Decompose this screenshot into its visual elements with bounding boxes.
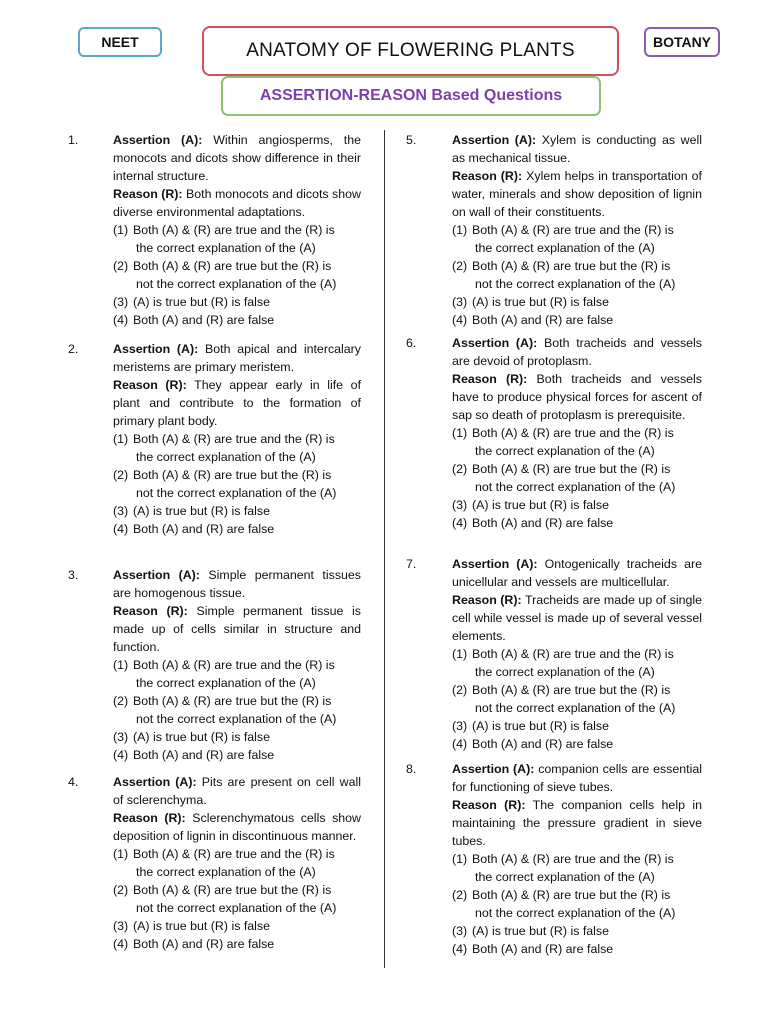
- option-3[interactable]: [452, 496, 702, 514]
- question-number: 1.: [68, 133, 79, 147]
- assertion-label: Assertion (A):: [452, 133, 537, 147]
- option-text-cont: the correct explanation of the (A): [475, 444, 655, 458]
- option-number: (1): [113, 223, 129, 237]
- question-number: 4.: [68, 775, 79, 789]
- option-text: Both (A) & (R) are true but the (R) is: [472, 888, 671, 902]
- reason-statement: Both tracheids and vessels have to produce physical forces for ascent of sap so death of protoplasm is prerequisite.: [452, 372, 702, 422]
- option-4[interactable]: [452, 940, 702, 958]
- option-number: (2): [452, 462, 468, 476]
- option-text: Both (A) & (R) are true but the (R) is: [472, 462, 671, 476]
- page-title: ANATOMY OF FLOWERING PLANTS: [202, 26, 619, 76]
- option-text: (A) is true but (R) is false: [133, 730, 271, 744]
- option-number: (4): [113, 522, 129, 536]
- option-text: (A) is true but (R) is false: [472, 295, 610, 309]
- option-text-cont: not the correct explanation of the (A): [475, 701, 676, 715]
- section-subtitle: ASSERTION-REASON Based Questions: [221, 76, 601, 116]
- assertion-statement: Both apical and intercalary meristems are primary meristem.: [113, 342, 361, 374]
- assertion-statement: Xylem is conducting as well as mechanical tissue.: [452, 133, 702, 165]
- column-divider: [384, 130, 385, 968]
- option-text-cont: the correct explanation of the (A): [475, 665, 655, 679]
- reason-statement: The companion cells help in maintaining the pressure gradient in sieve tubes.: [452, 798, 702, 848]
- option-text: Both (A) and (R) are false: [133, 522, 275, 536]
- question-body: [113, 773, 361, 953]
- option-text: Both (A) & (R) are true and the (R) is: [472, 426, 674, 440]
- option-number: (3): [113, 295, 129, 309]
- option-number: (1): [113, 847, 129, 861]
- option-text: Both (A) and (R) are false: [472, 942, 614, 956]
- reason-text: [452, 370, 702, 424]
- question-number: 2.: [68, 342, 79, 356]
- option-1[interactable]: [113, 656, 361, 692]
- option-number: (2): [113, 468, 129, 482]
- option-number: (2): [452, 259, 468, 273]
- option-text: Both (A) and (R) are false: [472, 516, 614, 530]
- option-number: (2): [113, 883, 129, 897]
- option-2[interactable]: [452, 257, 702, 293]
- subject-tag-botany: BOTANY: [644, 27, 720, 57]
- option-2[interactable]: [113, 692, 361, 728]
- option-number: (1): [452, 647, 468, 661]
- reason-text: [113, 602, 361, 656]
- option-text: Both (A) & (R) are true but the (R) is: [133, 259, 332, 273]
- option-text: Both (A) and (R) are false: [133, 748, 275, 762]
- assertion-label: Assertion (A):: [113, 133, 203, 147]
- reason-label: Reason (R):: [113, 187, 183, 201]
- assertion-text: [452, 334, 702, 370]
- option-text: (A) is true but (R) is false: [133, 295, 271, 309]
- reason-text: [452, 167, 702, 221]
- option-number: (3): [113, 919, 129, 933]
- assertion-text: [452, 555, 702, 591]
- option-3[interactable]: [113, 728, 361, 746]
- option-number: (3): [452, 719, 468, 733]
- option-text-cont: not the correct explanation of the (A): [475, 480, 676, 494]
- option-number: (1): [452, 426, 468, 440]
- reason-statement: Both monocots and dicots show diverse environmental adaptations.: [113, 187, 361, 219]
- assertion-text: [113, 566, 361, 602]
- reason-statement: Tracheids are made up of single cell while vessel is made up of several vessel elements.: [452, 593, 703, 643]
- question-number: 7.: [406, 557, 417, 571]
- option-text: Both (A) & (R) are true and the (R) is: [133, 223, 335, 237]
- option-2[interactable]: [113, 257, 361, 293]
- option-number: (4): [452, 942, 468, 956]
- reason-label: Reason (R):: [452, 169, 523, 183]
- option-3[interactable]: [452, 922, 702, 940]
- reason-statement: Simple permanent tissue is made up of cells similar in structure and function.: [113, 604, 361, 654]
- option-3[interactable]: [452, 717, 702, 735]
- option-number: (1): [113, 658, 129, 672]
- option-1[interactable]: [452, 850, 702, 886]
- question-number: 3.: [68, 568, 79, 582]
- option-text: Both (A) and (R) are false: [133, 313, 275, 327]
- option-3[interactable]: [113, 293, 361, 311]
- option-text-cont: the correct explanation of the (A): [136, 241, 316, 255]
- assertion-text: [452, 760, 702, 796]
- option-text: Both (A) & (R) are true but the (R) is: [472, 683, 671, 697]
- assertion-statement: Ontogenically tracheids are unicellular and vessels are multicellular.: [452, 557, 702, 589]
- option-text: Both (A) & (R) are true but the (R) is: [133, 883, 332, 897]
- option-text: (A) is true but (R) is false: [133, 919, 271, 933]
- reason-statement: Sclerenchymatous cells show deposition of lignin in discontinuous manner.: [113, 811, 362, 843]
- question-number: 8.: [406, 762, 417, 776]
- assertion-statement: Both tracheids and vessels are devoid of protoplasm.: [452, 336, 702, 368]
- option-1[interactable]: [452, 424, 702, 460]
- option-2[interactable]: [452, 460, 702, 496]
- option-number: (1): [113, 432, 129, 446]
- option-number: (2): [452, 683, 468, 697]
- option-number: (4): [113, 313, 129, 327]
- question-body: [452, 760, 702, 958]
- assertion-label: Assertion (A):: [113, 775, 197, 789]
- option-number: (1): [452, 852, 468, 866]
- option-text: Both (A) and (R) are false: [472, 313, 614, 327]
- assertion-text: [113, 131, 361, 185]
- reason-label: Reason (R):: [452, 593, 522, 607]
- option-text-cont: not the correct explanation of the (A): [136, 486, 337, 500]
- option-text: Both (A) and (R) are false: [133, 937, 275, 951]
- option-2[interactable]: [452, 681, 702, 717]
- assertion-statement: Within angiosperms, the monocots and dicots show difference in their internal structure.: [113, 133, 362, 183]
- option-4[interactable]: [113, 746, 361, 764]
- option-text-cont: the correct explanation of the (A): [136, 865, 316, 879]
- option-number: (4): [452, 737, 468, 751]
- option-text: Both (A) & (R) are true and the (R) is: [133, 847, 335, 861]
- reason-label: Reason (R):: [452, 372, 528, 386]
- reason-statement: They appear early in life of plant and contribute to the formation of primary plant body.: [113, 378, 362, 428]
- option-1[interactable]: [113, 845, 361, 881]
- option-text: (A) is true but (R) is false: [472, 498, 610, 512]
- question-body: [113, 340, 361, 538]
- option-4[interactable]: [113, 311, 361, 329]
- option-number: (4): [113, 937, 129, 951]
- option-text: Both (A) & (R) are true but the (R) is: [472, 259, 671, 273]
- reason-text: [113, 185, 361, 221]
- option-number: (1): [452, 223, 468, 237]
- option-3[interactable]: [113, 502, 361, 520]
- question-body: [452, 555, 702, 753]
- question-body: [452, 131, 702, 329]
- reason-text: [452, 796, 702, 850]
- option-number: (4): [113, 748, 129, 762]
- option-text: (A) is true but (R) is false: [472, 924, 610, 938]
- option-text-cont: not the correct explanation of the (A): [475, 277, 676, 291]
- option-text: Both (A) & (R) are true and the (R) is: [472, 852, 674, 866]
- option-number: (3): [113, 730, 129, 744]
- option-4[interactable]: [113, 935, 361, 953]
- assertion-statement: companion cells are essential for functioning of sieve tubes.: [452, 762, 702, 794]
- option-text: Both (A) & (R) are true but the (R) is: [133, 468, 332, 482]
- assertion-label: Assertion (A):: [113, 342, 199, 356]
- assertion-label: Assertion (A):: [452, 336, 538, 350]
- option-3[interactable]: [452, 293, 702, 311]
- reason-label: Reason (R):: [113, 811, 186, 825]
- option-text: Both (A) & (R) are true and the (R) is: [133, 658, 335, 672]
- option-1[interactable]: [452, 645, 702, 681]
- option-4[interactable]: [452, 514, 702, 532]
- option-4[interactable]: [452, 311, 702, 329]
- reason-label: Reason (R):: [452, 798, 526, 812]
- option-text-cont: the correct explanation of the (A): [136, 676, 316, 690]
- option-text: Both (A) & (R) are true and the (R) is: [133, 432, 335, 446]
- option-number: (2): [452, 888, 468, 902]
- exam-tag-neet: NEET: [78, 27, 162, 57]
- reason-text: [113, 809, 361, 845]
- assertion-text: [452, 131, 702, 167]
- option-number: (2): [113, 259, 129, 273]
- assertion-label: Assertion (A):: [113, 568, 200, 582]
- option-text-cont: not the correct explanation of the (A): [136, 712, 337, 726]
- option-number: (3): [113, 504, 129, 518]
- question-body: [113, 566, 361, 764]
- option-2[interactable]: [113, 881, 361, 917]
- question-body: [452, 334, 702, 532]
- reason-label: Reason (R):: [113, 378, 187, 392]
- assertion-statement: Pits are present on cell wall of sclerenchyma.: [113, 775, 361, 807]
- assertion-statement: Simple permanent tissues are homogenous tissue.: [113, 568, 361, 600]
- option-text-cont: not the correct explanation of the (A): [136, 277, 337, 291]
- question-body: [113, 131, 361, 329]
- assertion-label: Assertion (A):: [452, 762, 535, 776]
- assertion-text: [113, 773, 361, 809]
- assertion-label: Assertion (A):: [452, 557, 538, 571]
- reason-text: [113, 376, 361, 430]
- option-2[interactable]: [452, 886, 702, 922]
- option-text-cont: the correct explanation of the (A): [475, 870, 655, 884]
- option-3[interactable]: [113, 917, 361, 935]
- question-number: 5.: [406, 133, 417, 147]
- option-text: Both (A) & (R) are true and the (R) is: [472, 647, 674, 661]
- option-1[interactable]: [113, 430, 361, 466]
- option-number: (4): [452, 516, 468, 530]
- option-4[interactable]: [452, 735, 702, 753]
- reason-text: [452, 591, 702, 645]
- option-2[interactable]: [113, 466, 361, 502]
- assertion-text: [113, 340, 361, 376]
- option-number: (3): [452, 924, 468, 938]
- option-text: (A) is true but (R) is false: [133, 504, 271, 518]
- option-text-cont: not the correct explanation of the (A): [136, 901, 337, 915]
- option-text: Both (A) & (R) are true and the (R) is: [472, 223, 674, 237]
- option-text: Both (A) & (R) are true but the (R) is: [133, 694, 332, 708]
- reason-label: Reason (R):: [113, 604, 188, 618]
- option-text-cont: the correct explanation of the (A): [475, 241, 655, 255]
- option-number: (4): [452, 313, 468, 327]
- option-number: (3): [452, 295, 468, 309]
- option-number: (2): [113, 694, 129, 708]
- option-text: (A) is true but (R) is false: [472, 719, 610, 733]
- option-1[interactable]: [113, 221, 361, 257]
- option-text-cont: not the correct explanation of the (A): [475, 906, 676, 920]
- option-1[interactable]: [452, 221, 702, 257]
- option-text-cont: the correct explanation of the (A): [136, 450, 316, 464]
- option-number: (3): [452, 498, 468, 512]
- question-number: 6.: [406, 336, 417, 350]
- option-4[interactable]: [113, 520, 361, 538]
- option-text: Both (A) and (R) are false: [472, 737, 614, 751]
- reason-statement: Xylem helps in transportation of water, minerals and show deposition of lignin on wall of their constituents.: [452, 169, 703, 219]
